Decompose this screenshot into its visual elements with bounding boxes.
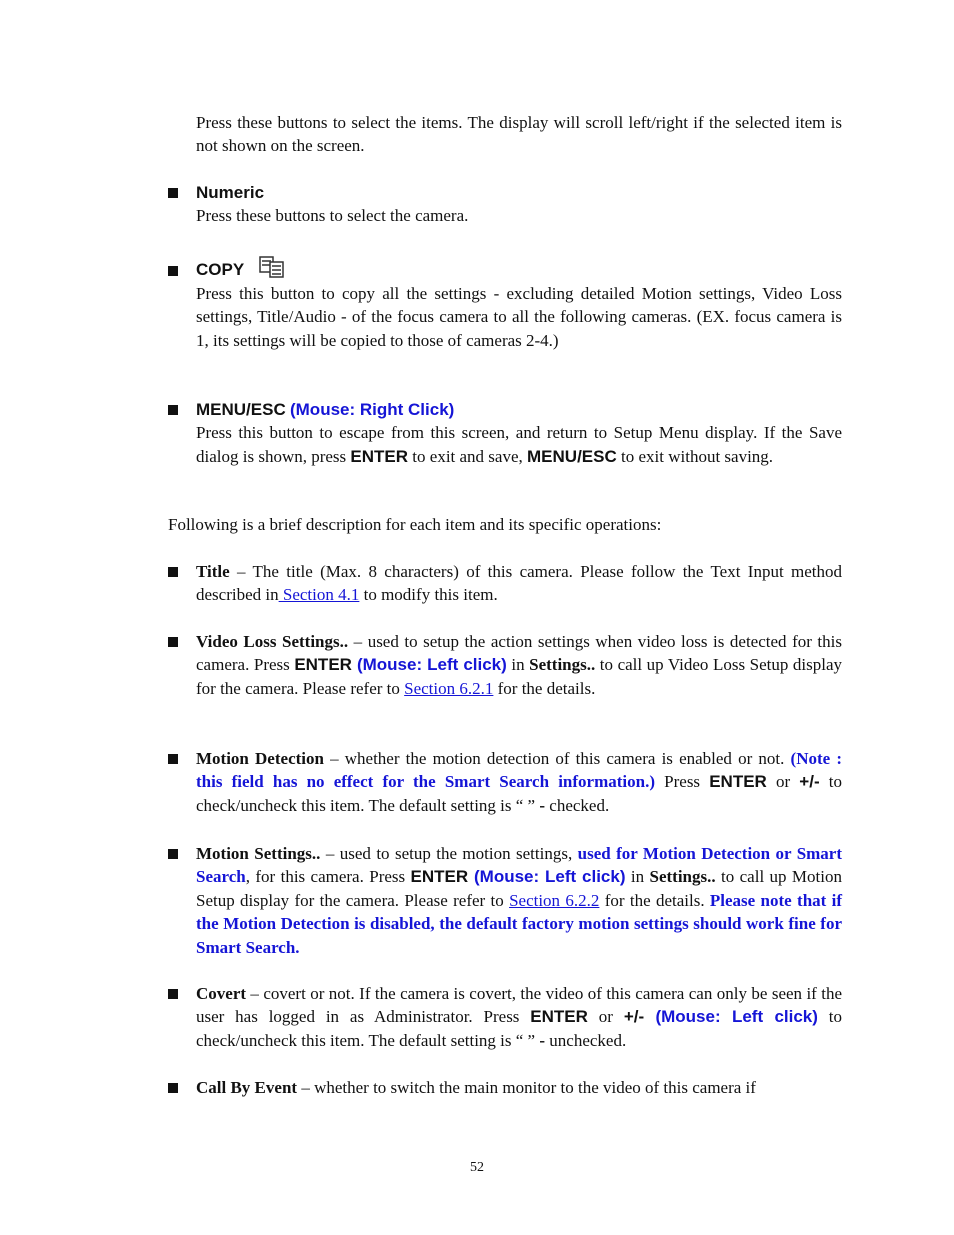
note-text: Please note that if the Motion Detection is disabled, the default factory motion settings should work fine for Smart Search. <box>196 890 843 957</box>
bullet-square-icon <box>168 188 178 198</box>
dash: - <box>539 795 546 815</box>
text-run: for the details. <box>493 678 596 698</box>
text-run: in <box>625 867 650 887</box>
text-run: , for this camera. Press <box>245 867 411 887</box>
key-plus-minus: +/- <box>799 772 820 792</box>
note-text: (Note : this field has no effect for the Smart Search information.) <box>196 749 842 792</box>
following-paragraph <box>168 513 814 536</box>
text-run: to modify this item. <box>359 585 498 605</box>
key-enter: ENTER <box>294 655 352 675</box>
bullet-square-icon <box>168 849 178 859</box>
section-6-2-1-link[interactable]: Section 6.2.1 <box>404 678 494 698</box>
text-run: – whether to switch the main monitor to the video of this camera if <box>297 1078 756 1097</box>
text-run: for the details. <box>599 890 710 910</box>
copy-text: Press this button to copy all the settings - excluding detailed Motion settings, Video Loss settings, Title/Audio - of the focus camera to all the following cameras. (EX. focus camera is 1, its settings will be copied to those of cameras 2-4.) <box>196 284 842 350</box>
covert-item <box>168 982 842 1052</box>
text-run: – used to setup the motion settings, <box>320 844 578 863</box>
key-enter: ENTER <box>350 446 409 466</box>
title-term: Title <box>196 562 230 581</box>
page-number: 52 <box>470 1160 484 1175</box>
motion-settings-item <box>168 842 842 959</box>
mouse-hint: (Mouse: Left click) <box>644 1007 818 1027</box>
used-for-text: used for Motion Detection or Smart Search <box>196 844 843 887</box>
text-run: to check/uncheck this item. The default setting is “ ” <box>196 1007 843 1050</box>
copy-section <box>168 256 842 352</box>
video-loss-item <box>168 630 842 700</box>
bullet-square-icon <box>168 989 178 999</box>
numeric-heading: Numeric <box>196 183 265 202</box>
text-run: to check/uncheck this item. The default setting is “ ” <box>196 772 842 815</box>
key-menu-esc: MENU/ESC <box>527 446 617 466</box>
motion-detection-term: Motion Detection <box>196 749 324 768</box>
text-run: to call up Motion Setup display for the camera. Please refer to <box>196 867 842 910</box>
menu-esc-heading: MENU/ESC <box>196 400 286 419</box>
bullet-square-icon <box>168 1083 178 1093</box>
text-run: or <box>766 772 800 792</box>
menu-esc-section <box>168 398 842 468</box>
text-run: – covert or not. If the camera is covert, the video of this camera can only be seen if the user has logged in as Administrator. Press <box>196 984 842 1027</box>
text-run: – used to setup the action settings when video loss is detected for this camera. Press <box>196 632 842 675</box>
bullet-square-icon <box>168 266 178 276</box>
text-run: to exit without saving. <box>616 446 774 466</box>
dash: - <box>539 1030 546 1050</box>
bullet-square-icon <box>168 754 178 764</box>
key-plus-minus: +/- <box>623 1007 645 1027</box>
text-run: – whether the motion detection of this camera is enabled or not. <box>323 749 791 768</box>
mouse-hint: (Mouse: Left click) <box>351 655 507 675</box>
motion-settings-term: Motion Settings.. <box>196 844 321 863</box>
bullet-square-icon <box>168 637 178 647</box>
numeric-text: Press these buttons to select the camera. <box>196 206 469 226</box>
motion-detection-item <box>168 747 842 817</box>
settings-term: Settings.. <box>649 867 716 887</box>
text-run: or <box>587 1007 624 1027</box>
title-item <box>168 560 842 607</box>
numeric-section <box>168 181 842 228</box>
text-run: Press <box>655 772 710 792</box>
text-run: checked. <box>545 795 610 815</box>
text-run: – The title (Max. 8 characters) of this camera. Please follow the Text Input method described in <box>196 562 842 605</box>
bullet-square-icon <box>168 405 178 415</box>
covert-term: Covert <box>196 984 247 1003</box>
intro-paragraph <box>168 111 842 158</box>
video-loss-term: Video Loss Settings.. <box>196 632 349 651</box>
key-enter: ENTER <box>410 867 469 887</box>
copy-icon <box>258 256 286 278</box>
mouse-hint: (Mouse: Left click) <box>468 867 626 887</box>
menu-esc-mouse: (Mouse: Right Click) <box>289 400 455 419</box>
text-run: Press this button to escape from this screen, and return to Setup Menu display. If the Save dialog is shown, press <box>196 423 842 466</box>
copy-heading: COPY <box>196 260 245 279</box>
text-run: in <box>506 655 530 675</box>
text-run: to call up Video Loss Setup display for the camera. Please refer to <box>196 655 842 698</box>
bullet-square-icon <box>168 567 178 577</box>
text-run: unchecked. <box>545 1030 627 1050</box>
intro-text: Press these buttons to select the items. The display will scroll left/right if the selected item is not shown on the screen. <box>196 113 842 156</box>
key-enter: ENTER <box>709 772 767 792</box>
following-text: Following is a brief description for each item and its specific operations: <box>168 515 662 534</box>
call-by-event-term: Call By Event <box>196 1078 298 1097</box>
settings-term: Settings.. <box>529 655 596 675</box>
section-6-2-2-link[interactable]: Section 6.2.2 <box>509 890 600 910</box>
text-run: to exit and save, <box>408 446 528 466</box>
call-by-event-item <box>168 1076 842 1099</box>
menu-esc-text <box>196 421 842 468</box>
section-4-1-link[interactable]: Section 4.1 <box>278 585 360 605</box>
key-enter: ENTER <box>530 1007 588 1027</box>
